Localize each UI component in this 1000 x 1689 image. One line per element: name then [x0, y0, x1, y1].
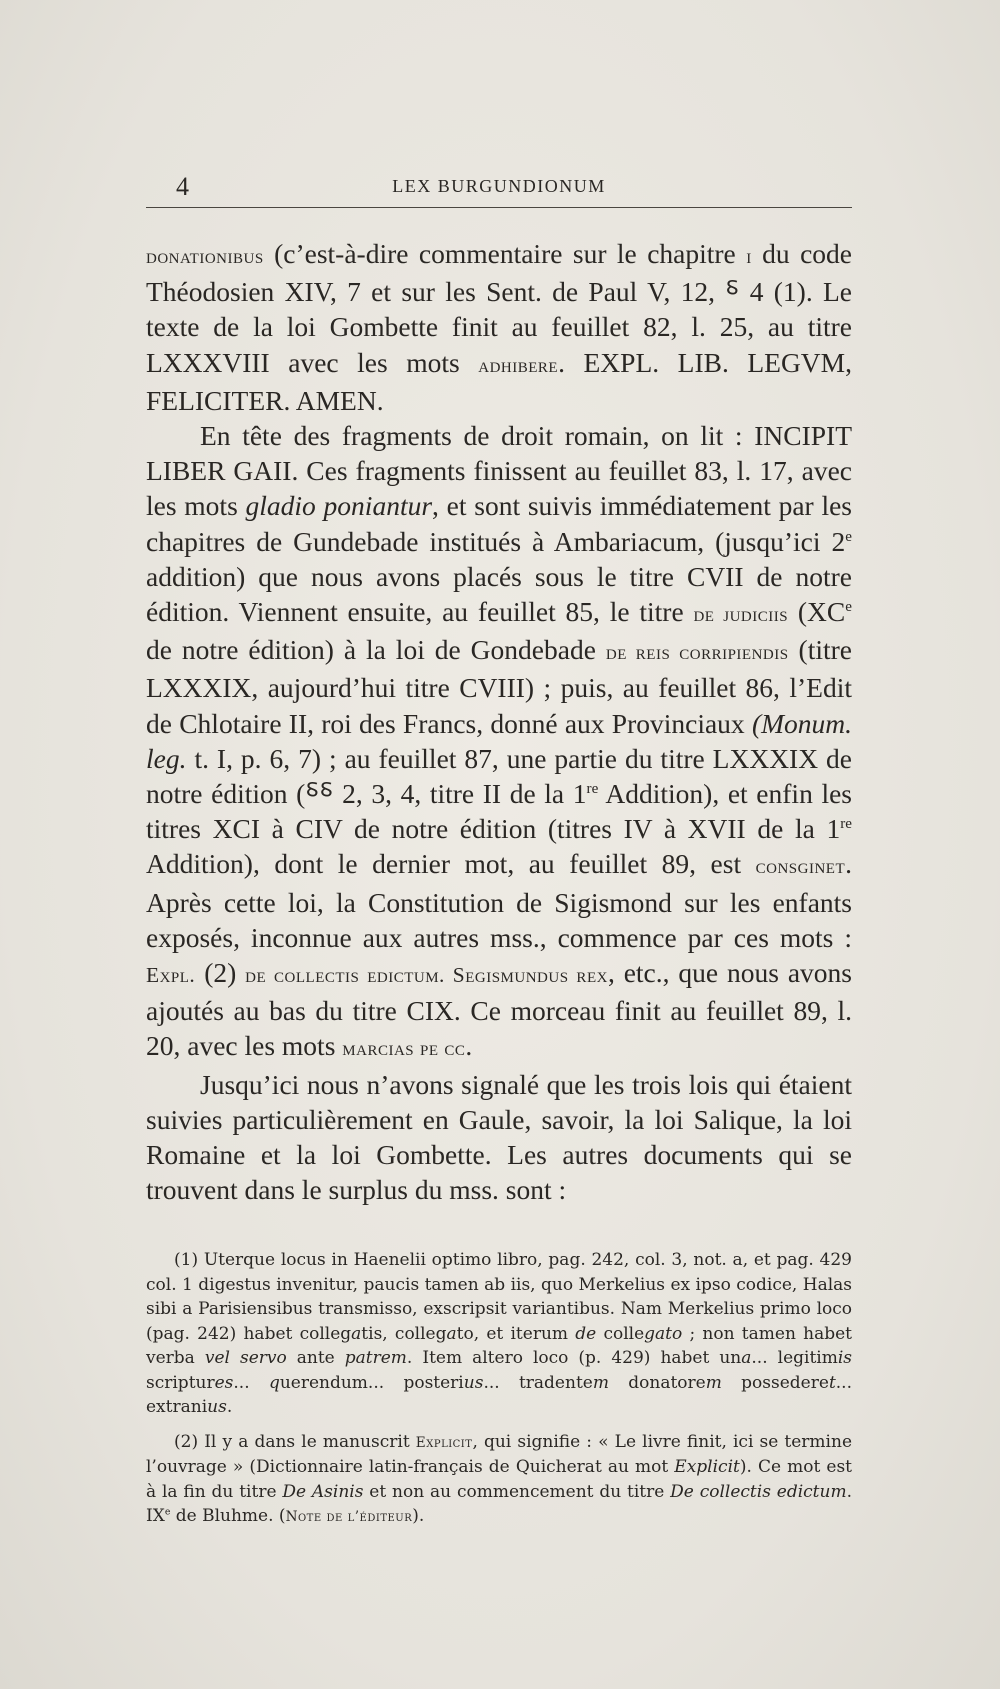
text-run: tis, colleg [361, 1323, 447, 1344]
paragraph [146, 418, 852, 1067]
text-run: . IX [146, 1481, 852, 1526]
text-run: to, et iterum [456, 1323, 576, 1344]
text-run: (c’est-à-dire commentaire sur le chapitre [263, 238, 747, 269]
text-run: donatore [608, 1372, 706, 1393]
text-run: colle [596, 1323, 645, 1344]
superscript: e [845, 528, 852, 545]
page-header [146, 172, 852, 206]
footnotes [146, 1248, 852, 1540]
text-run: (2) [195, 957, 246, 989]
small-caps-text: de reis corripiendis [605, 640, 789, 665]
text-run: . [226, 1397, 233, 1417]
text-run: (2) Il y a dans le manuscrit [174, 1431, 416, 1452]
footnote [146, 1248, 852, 1420]
italic-text: q [268, 1372, 280, 1393]
text-run: En tête des fragments de droit romain, on lit : INCIPIT LIBER GAII. Ces fragments finissent au feuillet 83, l. 17, avec les mots [146, 420, 852, 522]
text-run: et non au commencement du titre [363, 1481, 671, 1502]
text-run: Addition), et enfin les titres XCI à CIV de notre édition (titres IV à XVII de la 1 [146, 778, 852, 845]
superscript: re [586, 780, 599, 797]
text-run: ... [233, 1372, 269, 1393]
italic-text: vel servo [204, 1348, 287, 1368]
text-run: ; non tamen habet verba [146, 1323, 852, 1368]
text-run: . Après cette loi, la Constitution de Sigismond sur les enfants exposés, inconnue aux autres mss., commence par ces mots : [146, 848, 852, 953]
small-caps-text: adhibere [478, 352, 559, 377]
text-run: addition) que nous avons placés sous le titre CVII de notre édition. Viennent ensuite, au feuillet 85, le titre [146, 560, 852, 628]
text-run: (XC [788, 596, 846, 628]
small-caps-text: i [746, 244, 752, 268]
italic-text: is [837, 1348, 853, 1368]
text-run: , etc., que nous avons ajoutés au bas du titre CIX. Ce morceau finit au feuillet 89, l. 20, avec les mots [146, 957, 852, 1062]
text-run: de notre édition) à la loi de Gondebade [146, 634, 606, 666]
italic-text: De collectis edictum [670, 1481, 847, 1502]
italic-text: us [463, 1372, 484, 1393]
text-run: ... extrani [146, 1372, 852, 1417]
small-caps-text: donationibus [146, 244, 264, 268]
text-run: Addition), dont le dernier mot, au feuillet 89, est [146, 848, 756, 880]
header-rule [146, 207, 852, 208]
text-run: ... legitim [751, 1348, 838, 1368]
text-run: (titre LXXXIX, aujourd’hui titre CVIII) ; puis, au feuillet 86, l’Edit de Chlotaire II, roi des Francs, donné aux Provinciaux [146, 634, 852, 739]
text-run: ). [412, 1506, 425, 1526]
italic-text: m [705, 1372, 722, 1393]
page-number: 4 [176, 172, 189, 201]
superscript: re [840, 816, 852, 833]
small-caps-text: marcias pe cc [342, 1036, 466, 1061]
text-run: ). Ce mot est à la fin du titre [146, 1457, 852, 1502]
italic-text: us [207, 1397, 227, 1417]
text-run: scriptur [146, 1372, 215, 1393]
text-run: de Bluhme. ( [170, 1506, 286, 1526]
italic-text: de [575, 1323, 597, 1344]
small-caps-text: consginet [755, 854, 846, 879]
text-run: ante [286, 1348, 345, 1368]
italic-text: t [828, 1372, 836, 1393]
text-run: Jusqu’ici nous n’avons signalé que les trois lois qui étaient suivies particulièrement en Gaule, savoir, la loi Salique, la loi Romaine et la loi Gombette. Les autres documents qui se trouvent dans le surplus du mss. sont : [146, 1068, 852, 1206]
text-run: , qui signifie : « Le livre finit, ici se termine l’ouvrage » (Dictionnaire latin-français de Quicherat au mot [146, 1431, 853, 1477]
small-caps-text: de collectis edictum. Segismundus rex [245, 963, 608, 988]
text-run: t. I, p. 6, 7) ; au feuillet 87, une partie du titre LXXXIX de notre édition (⸹⸹ 2, 3, 4, titre II de la 1 [146, 742, 852, 810]
paragraph [146, 236, 852, 418]
text-run: (1) Uterque locus in Haenelii optimo libro, pag. 242, col. 3, not. a, et pag. 429 col. 1 digestus invenitur, paucis tamen ab iis, quo Merkelius ex ipso codice, Halas sibi a Parisiensibus transmisso, exscripsit variantibus. Nam Merkelius primo loco (pag. 242) habet colleg [146, 1250, 852, 1344]
italic-text: gladio poniantur [245, 490, 433, 522]
footnote [146, 1430, 852, 1530]
text-run: ... tradente [483, 1372, 593, 1393]
italic-text: gato [644, 1323, 683, 1344]
italic-text: m [592, 1372, 609, 1393]
text-run: . EXPL. LIB. LEGVM, FELICITER. AMEN. [146, 346, 852, 416]
small-caps-text: Note de l’éditeur [285, 1509, 413, 1525]
text-run: possedere [721, 1372, 829, 1393]
main-text [146, 236, 852, 1207]
text-run: . Item altero loco (p. 429) habet un [406, 1348, 742, 1368]
superscript: e [164, 1506, 171, 1518]
superscript: e [845, 598, 852, 615]
italic-text: a [446, 1323, 457, 1344]
italic-text: es [214, 1372, 234, 1393]
text-run: uerendum... posteri [279, 1372, 464, 1393]
small-caps-text: de judiciis [693, 602, 789, 627]
small-caps-text: Expl. [146, 963, 196, 988]
italic-text: patrem [344, 1348, 407, 1368]
small-caps-text: Explicit [415, 1434, 473, 1451]
italic-text: De Asinis [282, 1481, 364, 1502]
text-run: . [465, 1030, 473, 1062]
text-run: , et sont suivis immédiatement par les chapitres de Gundebade institués à Ambariacum, (jusqu’ici 2 [146, 490, 853, 557]
italic-text: a [741, 1348, 752, 1368]
paragraph [146, 1067, 852, 1208]
italic-text: a [351, 1323, 362, 1344]
text-run: du code Théodosien XIV, 7 et sur les Sent. de Paul V, 12, ⸹ 4 (1). Le texte de la loi Gombette finit au feuillet 82, l. 25, au titre LXXXVIII avec les mots [146, 238, 852, 378]
running-title: LEX BURGUNDIONUM [392, 176, 606, 196]
italic-text: Explicit [674, 1457, 740, 1477]
italic-text: (Monum. leg. [146, 707, 852, 774]
